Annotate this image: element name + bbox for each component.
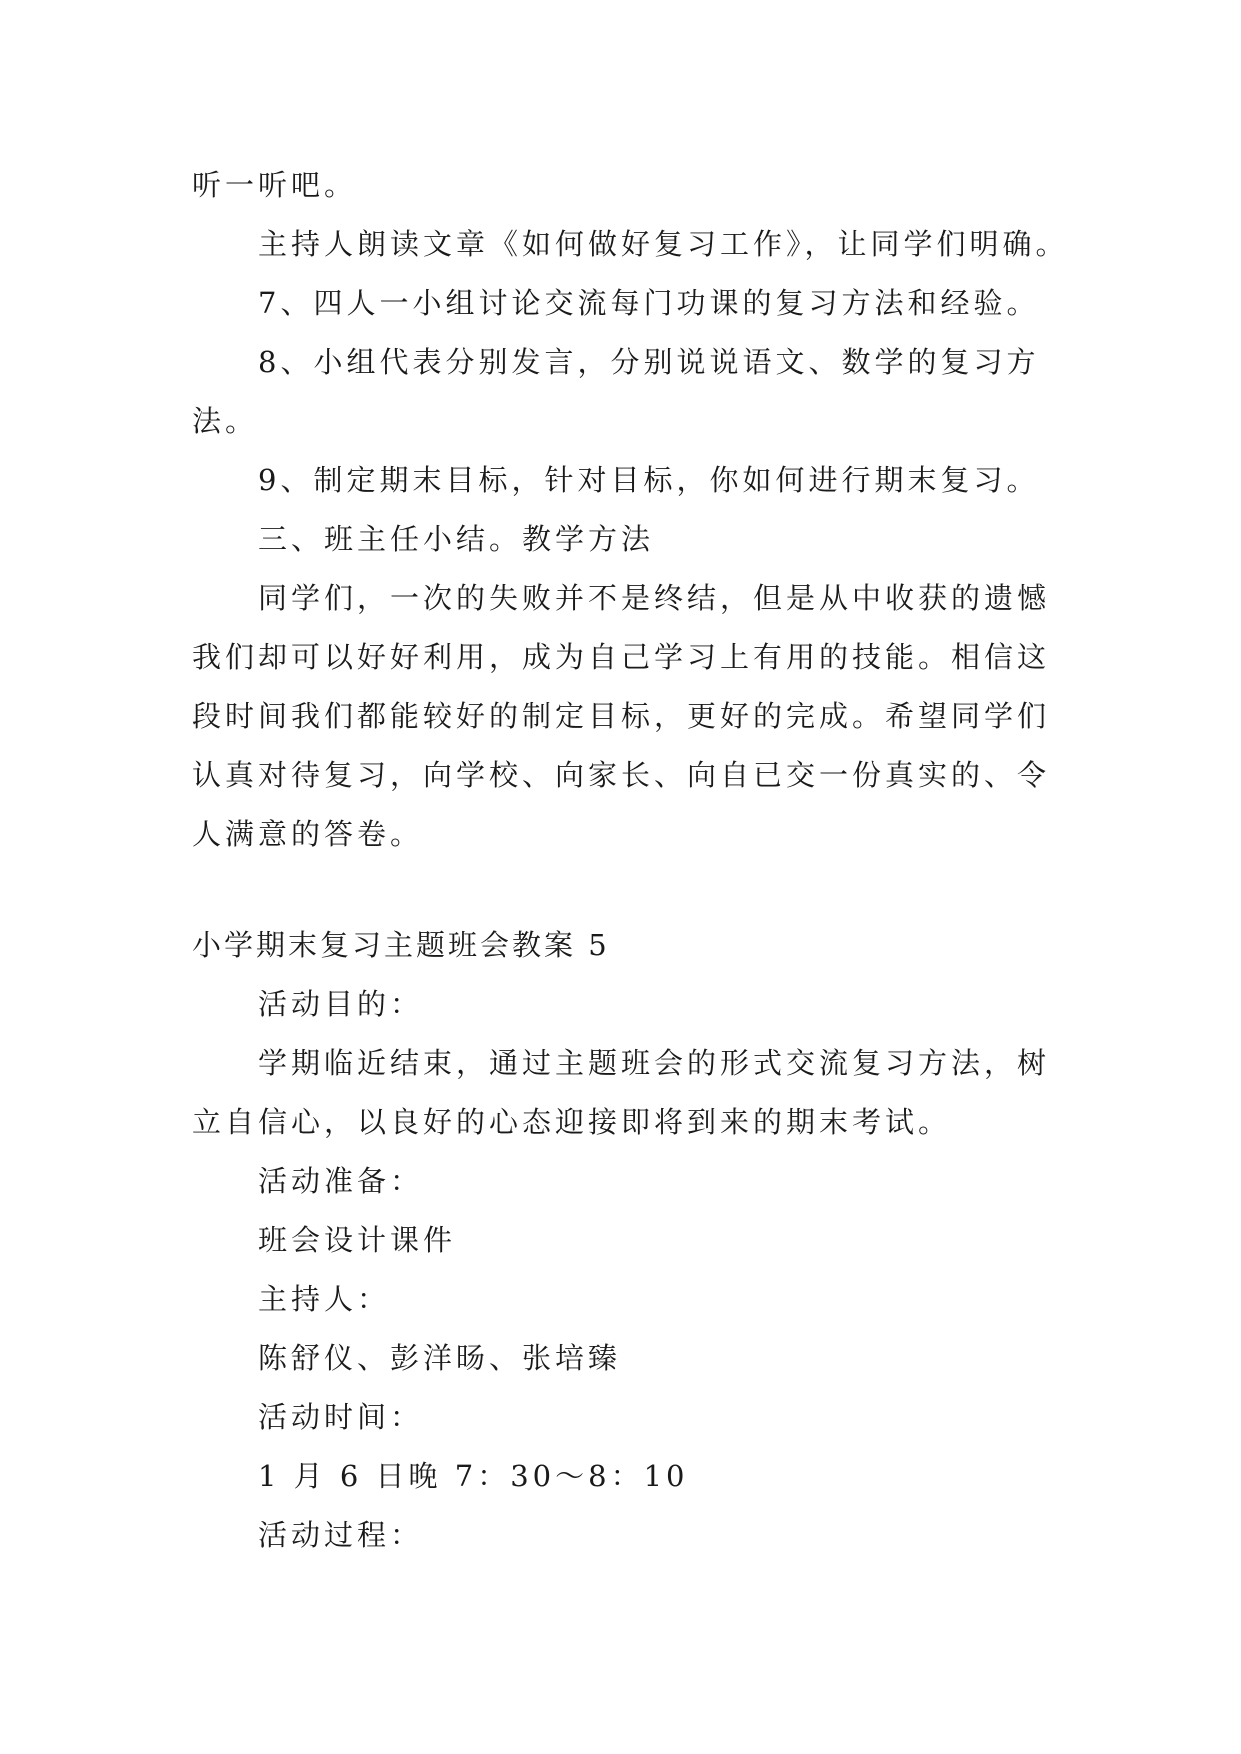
text-line: 活动时间： (258, 1400, 424, 1434)
text-line: 7、四人一小组讨论交流每门功课的复习方法和经验。 (258, 286, 1040, 320)
text-line: 活动过程： (258, 1518, 424, 1552)
text-line: 8、小组代表分别发言，分别说说语文、数学的复习方 (258, 345, 1040, 379)
text-line: 活动准备： (258, 1164, 424, 1198)
text-line: 听一听吧。 (192, 168, 358, 202)
text-line: 同学们，一次的失败并不是终结，但是从中收获的遗憾 (258, 581, 1051, 615)
text-line: 活动目的： (258, 987, 424, 1021)
text-line: 我们却可以好好利用，成为自己学习上有用的技能。相信这 (192, 640, 1051, 674)
text-line: 9、制定期末目标，针对目标，你如何进行期末复习。 (258, 463, 1040, 497)
text-line: 主持人朗读文章《如何做好复习工作》，让同学们明确。 (258, 227, 1069, 261)
text-line: 认真对待复习，向学校、向家长、向自已交一份真实的、令 (192, 758, 1051, 792)
text-line: 学期临近结束，通过主题班会的形式交流复习方法，树 (258, 1046, 1051, 1080)
text-line: 立自信心，以良好的心态迎接即将到来的期末考试。 (192, 1105, 952, 1139)
text-line: 三、班主任小结。教学方法 (258, 522, 655, 556)
text-line: 班会设计课件 (258, 1223, 457, 1257)
text-line: 主持人： (258, 1282, 391, 1316)
text-line: 人满意的答卷。 (192, 817, 424, 851)
text-line: 法。 (192, 404, 259, 438)
section-heading: 小学期末复习主题班会教案 5 (192, 928, 610, 962)
text-line: 1 月 6 日晚 7：30～8：10 (258, 1459, 689, 1493)
text-line: 陈舒仪、彭洋旸、张培臻 (258, 1341, 622, 1375)
text-line: 段时间我们都能较好的制定目标，更好的完成。希望同学们 (192, 699, 1051, 733)
